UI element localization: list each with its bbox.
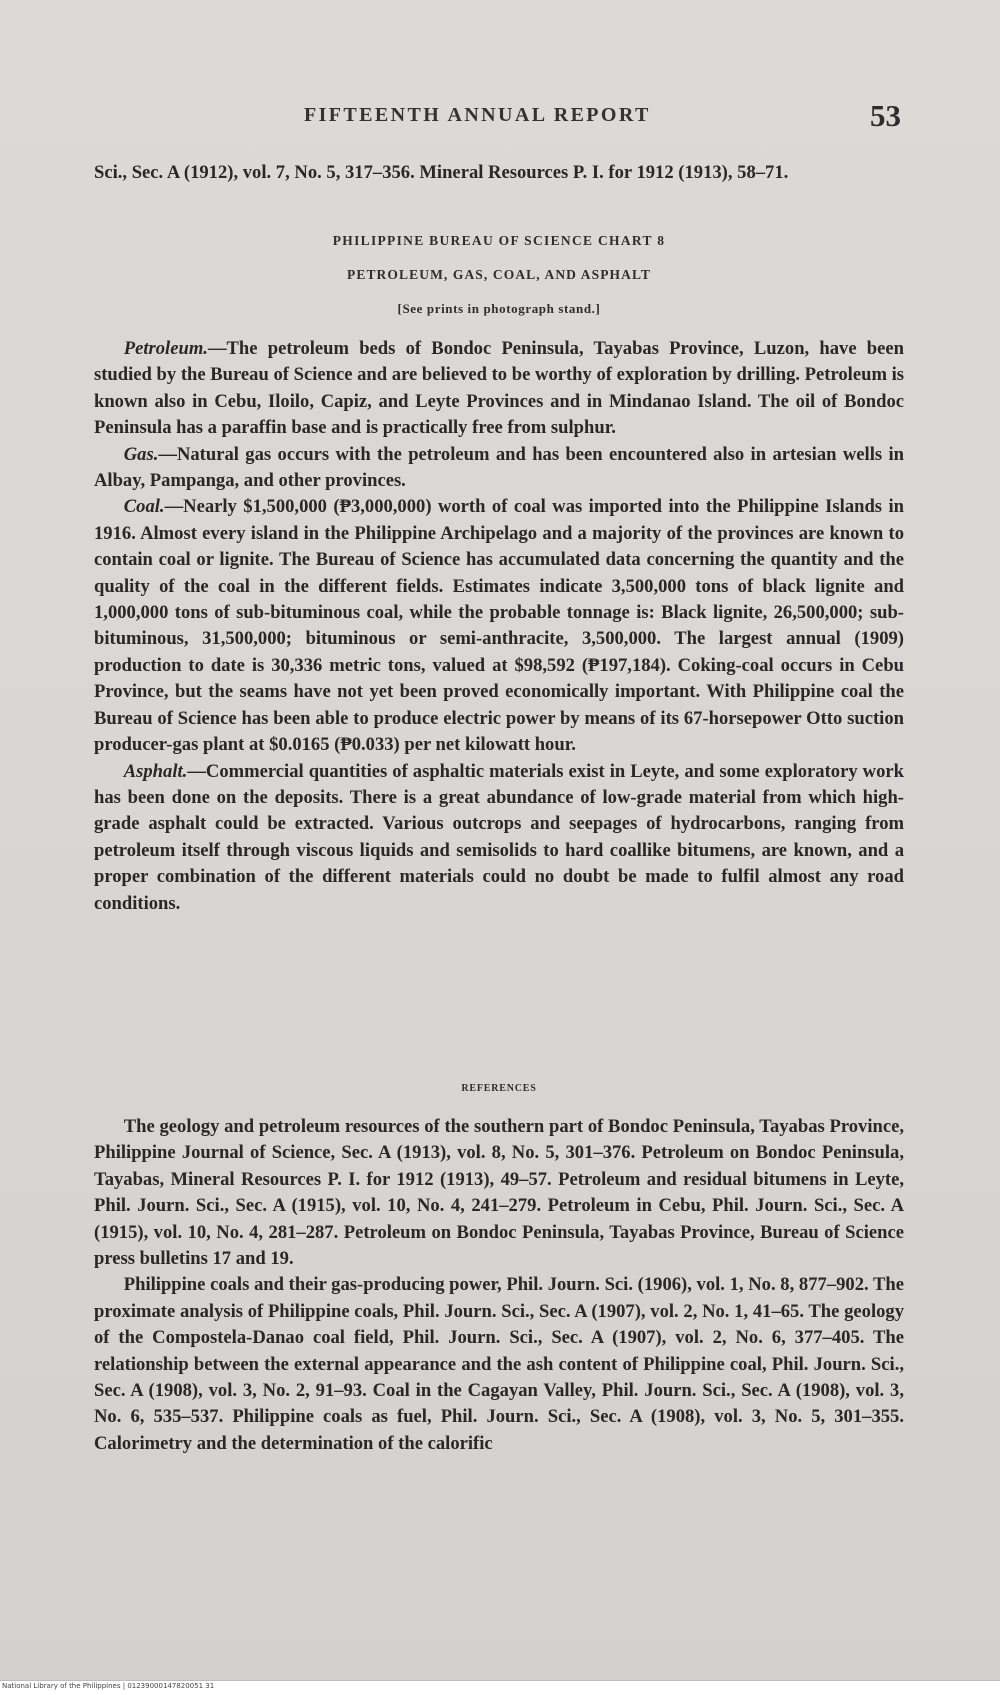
- chart-title: PHILIPPINE BUREAU OF SCIENCE CHART 8: [332, 233, 666, 248]
- section-lead: Petroleum.: [123, 338, 208, 359]
- section-lead: Gas.: [123, 443, 159, 465]
- scan-footer: [0, 1680, 1000, 1695]
- section-text: —Commercial quantities of asphaltic materials exist in Leyte, and some exploratory work has been done on the deposits. There is a great abundance of low-grade material from which high-grade asphalt could be extracted. Various outcrops and seepages of hydrocarbons, ranging from petroleum itself through viscous liquids and semisolids to hard coallike bitumens, are known, and a proper combination of the different materials could no doubt be made to fulfil almost any road conditions.: [94, 760, 904, 914]
- continuation-text: Sci., Sec. A (1912), vol. 7, No. 5, 317–356. Mineral Resources P. I. for 1912 (1913), 58–71.: [94, 162, 789, 183]
- references-list: [94, 1114, 904, 1457]
- scan-credit: National Library of the Philippines | 01239000147820051 31: [2, 1682, 215, 1690]
- paragraph-petroleum: [94, 336, 904, 442]
- reference-paragraph: The geology and petroleum resources of the southern part of Bondoc Peninsula, Tayabas Province, Philippine Journal of Science, Sec. A (1913), vol. 8, No. 5, 301–376. Petroleum on Bondoc Peninsula, Tayabas, Mineral Resources P. I. for 1912 (1913), 49–57. Petroleum and residual bitumens in Leyte, Phil. Journ. Sci., Sec. A (1915), vol. 10, No. 4, 241–279. Petroleum in Cebu, Phil. Journ. Sci., Sec. A (1915), vol. 10, No. 4, 281–287. Petroleum on Bondoc Peninsula, Tayabas Province, Bureau of Science press bulletins 17 and 19.: [94, 1116, 904, 1270]
- section-text: —The petroleum beds of Bondoc Peninsula, Tayabas Province, Luzon, have been studied by the Bureau of Science and are believed to be worthy of exploration by drilling. Petroleum is known also in Cebu, Iloilo, Capiz, and Leyte Provinces and in Mindanao Island. The oil of Bondoc Peninsula has a paraffin base and is practically free from sulphur.: [94, 338, 904, 439]
- section-text: —Natural gas occurs with the petroleum and has been encountered also in artesian wells in Albay, Pampanga, and other provinces.: [94, 443, 904, 492]
- paragraph-gas: [94, 442, 904, 495]
- chart-note: [See prints in photograph stand.]: [397, 301, 601, 316]
- section-lead: Asphalt.: [123, 760, 188, 782]
- chart-subtitle: PETROLEUM, GAS, COAL, AND ASPHALT: [347, 267, 651, 282]
- reference-paragraph: Philippine coals and their gas-producing power, Phil. Journ. Sci. (1906), vol. 1, No. 8, 877–902. The proximate analysis of Philippine coals, Phil. Journ. Sci., Sec. A (1907), vol. 2, No. 1, 41–65. The geology of the Compostela-Danao coal field, Phil. Journ. Sci., Sec. A (1907), vol. 2, No. 6, 377–405. The relationship between the external appearance and the ash content of Philippine coal, Phil. Journ. Sci., Sec. A (1908), vol. 3, No. 2, 91–93. Coal in the Cagayan Valley, Phil. Journ. Sci., Sec. A (1908), vol. 3, No. 6, 535–537. Philippine coals as fuel, Phil. Journ. Sci., Sec. A (1908), vol. 3, No. 5, 301–355. Calorimetry and the determination of the calorific: [94, 1274, 904, 1454]
- running-title: FIFTEENTH ANNUAL REPORT: [304, 104, 651, 126]
- page-header: [0, 98, 1000, 138]
- scan-credit-source: National Library of the Philippines: [2, 1682, 121, 1690]
- references-heading: REFERENCES: [461, 1083, 537, 1094]
- section-lead: Coal.: [123, 496, 165, 518]
- page-number: 53: [870, 98, 901, 133]
- section-text: —Nearly $1,500,000 (₱3,000,000) worth of coal was imported into the Philippine Islands in 1916. Almost every island in the Philippine Archipelago and a majority of the provinces are known to contain coal or lignite. The Bureau of Science has accumulated data concerning the quantity and the quality of the coal in the different fields. Estimates indicate 3,500,000 tons of black lignite and 1,000,000 tons of sub-bituminous coal, while the probable tonnage is: Black lignite, 26,500,000; sub-bituminous, 31,500,000; bituminous or semi-anthracite, 3,500,000. The largest annual (1909) production to date is 30,336 metric tons, valued at $98,592 (₱197,184). Coking-coal occurs in Cebu Province, but the seams have not yet been proved economically important. With Philippine coal the Bureau of Science has been able to produce electric power by means of its 67-horsepower Otto suction producer-gas plant at $0.0165 (₱0.033) per net kilowatt hour.: [94, 496, 904, 756]
- paragraph-coal: [94, 494, 904, 758]
- section-paragraphs: [94, 336, 904, 917]
- paragraph-asphalt: [94, 759, 904, 917]
- scan-id: 01239000147820051 31: [127, 1682, 215, 1690]
